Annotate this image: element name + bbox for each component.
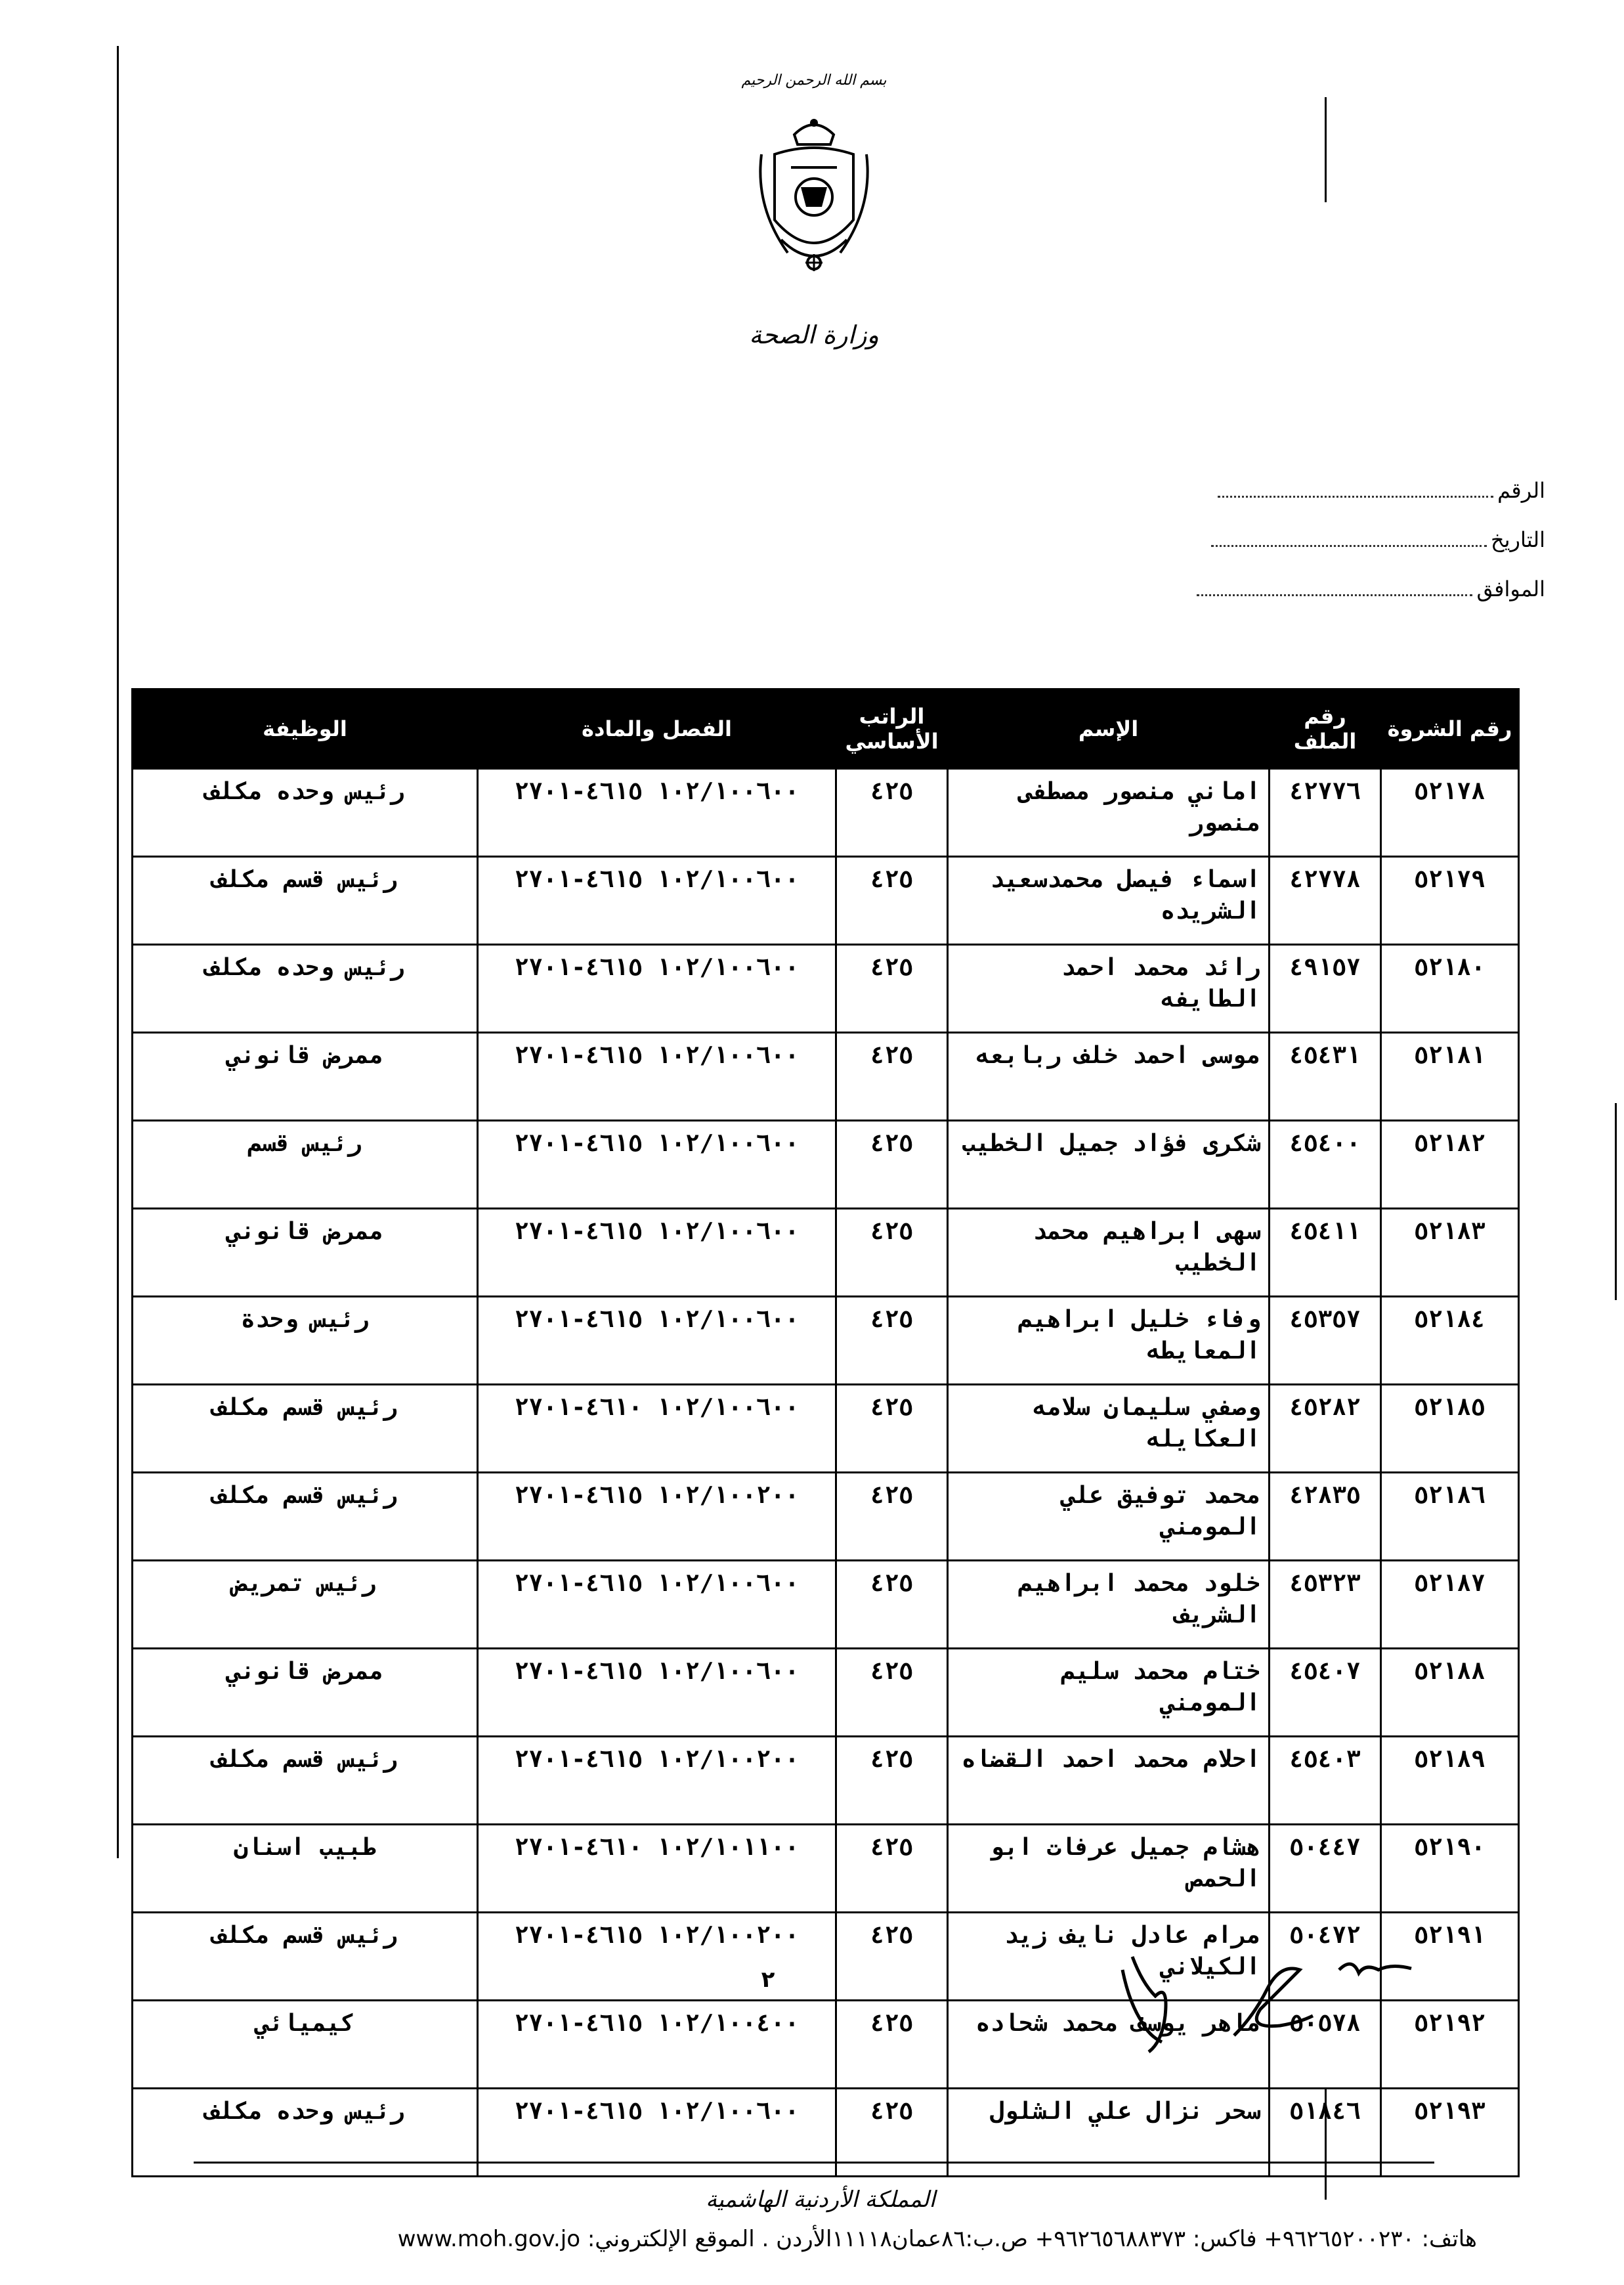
salary-cell: ٤٢٥: [836, 945, 948, 1033]
salary-cell: ٤٢٥: [836, 1561, 948, 1649]
table-header-row: [133, 689, 1519, 769]
salary-cell: ٤٢٥: [836, 2089, 948, 2177]
chapter-article-cell: ١٠٢/١٠٠٦٠٠ ٤٦١٥-٢٧٠١: [478, 2089, 836, 2177]
table-row: [133, 1737, 1519, 1825]
job-title-cell: رئيس وحده مكلف: [133, 769, 478, 857]
chapter-article-cell: ١٠٢/١٠٠٢٠٠ ٤٦١٥-٢٧٠١: [478, 1473, 836, 1561]
job-title-cell: رئيس قسم مكلف: [133, 1737, 478, 1825]
name-cell: وصفي سليمان سلامه العكايله: [948, 1385, 1270, 1473]
job-title-cell: ممرض قانوني: [133, 1033, 478, 1121]
name-cell: ماهر يوسف محمد شحاده: [948, 2001, 1270, 2089]
name-cell: خلود محمد ابراهيم الشريف: [948, 1561, 1270, 1649]
file-number-cell: ٤٥٣٢٣: [1270, 1561, 1381, 1649]
table-row: [133, 769, 1519, 857]
table-row: [133, 1121, 1519, 1209]
job-title-cell: رئيس قسم مكلف: [133, 857, 478, 945]
serial-cell: ٥٢١٩١: [1381, 1913, 1519, 2001]
file-number-cell: ٤٥٤٣١: [1270, 1033, 1381, 1121]
name-cell: موسى احمد خلف ربابعه: [948, 1033, 1270, 1121]
salary-cell: ٤٢٥: [836, 1825, 948, 1913]
jordan-coat-of-arms-icon: [748, 108, 880, 292]
kingdom-name: المملكة الأردنية الهاشمية: [706, 2187, 935, 2213]
name-cell: شكرى فؤاد جميل الخطيب: [948, 1121, 1270, 1209]
date-field: [1138, 527, 1545, 567]
handwritten-signatures: [1103, 1944, 1444, 2055]
job-title-cell: رئيس قسم مكلف: [133, 1473, 478, 1561]
job-title-cell: ممرض قانوني: [133, 1649, 478, 1737]
header-chapter-article: الفصل والمادة: [478, 689, 836, 769]
salary-cell: ٤٢٥: [836, 1033, 948, 1121]
corresponding-date-field: [1138, 577, 1545, 616]
serial-cell: ٥٢١٩٢: [1381, 2001, 1519, 2089]
salary-cell: ٤٢٥: [836, 1737, 948, 1825]
number-label: الرقم: [1497, 478, 1545, 503]
file-number-cell: ٤٢٧٧٨: [1270, 857, 1381, 945]
job-title-cell: رئيس وحدة: [133, 1297, 478, 1385]
header-file-number: رقم الملف: [1270, 689, 1381, 769]
date-label: التاريخ: [1490, 527, 1545, 552]
file-number-cell: ٥١٨٤٦: [1270, 2089, 1381, 2177]
salary-cell: ٤٢٥: [836, 2001, 948, 2089]
name-cell: احلام محمد احمد القضاه: [948, 1737, 1270, 1825]
file-number-cell: ٤٢٧٧٦: [1270, 769, 1381, 857]
chapter-article-cell: ١٠٢/١٠٠٦٠٠ ٤٦١٥-٢٧٠١: [478, 1033, 836, 1121]
table-row: [133, 1385, 1519, 1473]
file-number-cell: ٤٥٤٠٠: [1270, 1121, 1381, 1209]
corresponding-label: الموافق: [1476, 577, 1545, 601]
corresponding-dots: [1197, 580, 1472, 596]
left-margin-line: [117, 46, 119, 1858]
chapter-article-cell: ١٠٢/١٠٠٦٠٠ ٤٦١٥-٢٧٠١: [478, 1297, 836, 1385]
job-title-cell: رئيس قسم مكلف: [133, 1385, 478, 1473]
file-number-cell: ٥٠٤٧٢: [1270, 1913, 1381, 2001]
serial-cell: ٥٢١٨٨: [1381, 1649, 1519, 1737]
file-number-cell: ٤٥٣٥٧: [1270, 1297, 1381, 1385]
name-cell: رائد محمد احمد الطايفه: [948, 945, 1270, 1033]
chapter-article-cell: ١٠٢/١٠٠٦٠٠ ٤٦١٥-٢٧٠١: [478, 1561, 836, 1649]
serial-cell: ٥٢١٨٢: [1381, 1121, 1519, 1209]
serial-cell: ٥٢١٨٣: [1381, 1209, 1519, 1297]
header-serial: رقم الشروة: [1381, 689, 1519, 769]
header-basic-salary: الراتب الأساسي: [836, 689, 948, 769]
chapter-article-cell: ١٠٢/١٠٠٦٠٠ ٤٦١٥-٢٧٠١: [478, 857, 836, 945]
file-number-cell: ٤٥٤٠٣: [1270, 1737, 1381, 1825]
file-number-cell: ٥٠٤٤٧: [1270, 1825, 1381, 1913]
file-number-cell: ٤٥٤٠٧: [1270, 1649, 1381, 1737]
number-field: [1138, 478, 1545, 517]
name-cell: مرام عادل نايف زيد الكيلاني: [948, 1913, 1270, 2001]
salary-cell: ٤٢٥: [836, 1649, 948, 1737]
name-cell: هشام جميل عرفات ابو الحمص: [948, 1825, 1270, 1913]
name-cell: اسماء فيصل محمدسعيد الشريده: [948, 857, 1270, 945]
salary-cell: ٤٢٥: [836, 1209, 948, 1297]
chapter-article-cell: ١٠٢/١٠٠٦٠٠ ٤٦١٥-٢٧٠١: [478, 1649, 836, 1737]
file-number-cell: ٤٥٢٨٢: [1270, 1385, 1381, 1473]
salary-cell: ٤٢٥: [836, 857, 948, 945]
chapter-article-cell: ١٠٢/١٠١١٠٠ ٤٦١٠-٢٧٠١: [478, 1825, 836, 1913]
job-title-cell: رئيس قسم: [133, 1121, 478, 1209]
header-job-title: الوظيفة: [133, 689, 478, 769]
number-dots: [1218, 481, 1493, 498]
serial-cell: ٥٢١٨٠: [1381, 945, 1519, 1033]
chapter-article-cell: ١٠٢/١٠٠٦٠٠ ٤٦١٥-٢٧٠١: [478, 945, 836, 1033]
salary-cell: ٤٢٥: [836, 769, 948, 857]
job-title-cell: رئيس قسم مكلف: [133, 1913, 478, 2001]
table-row: [133, 1209, 1519, 1297]
date-dots: [1211, 531, 1487, 547]
salary-cell: ٤٢٥: [836, 1297, 948, 1385]
salary-cell: ٤٢٥: [836, 1913, 948, 2001]
job-title-cell: رئيس وحده مكلف: [133, 945, 478, 1033]
footer-divider: [194, 2162, 1434, 2164]
salary-cell: ٤٢٥: [836, 1121, 948, 1209]
job-title-cell: طبيب اسنان: [133, 1825, 478, 1913]
chapter-article-cell: ١٠٢/١٠٠٦٠٠ ٤٦١٥-٢٧٠١: [478, 1121, 836, 1209]
table-row: [133, 1825, 1519, 1913]
table-row: [133, 945, 1519, 1033]
job-title-cell: رئيس وحده مكلف: [133, 2089, 478, 2177]
chapter-article-cell: ١٠٢/١٠٠٦٠٠ ٤٦١٥-٢٧٠١: [478, 1209, 836, 1297]
name-cell: سحر نزال علي الشلول: [948, 2089, 1270, 2177]
table-row: [133, 1033, 1519, 1121]
chapter-article-cell: ١٠٢/١٠٠٢٠٠ ٤٦١٥-٢٧٠١: [478, 1913, 836, 2001]
file-number-cell: ٤٩١٥٧: [1270, 945, 1381, 1033]
serial-cell: ٥٢١٩٣: [1381, 2089, 1519, 2177]
name-cell: اماني منصور مصطفى منصور: [948, 769, 1270, 857]
chapter-article-cell: ١٠٢/١٠٠٦٠٠ ٤٦١٠-٢٧٠١: [478, 1385, 836, 1473]
table-row: [133, 857, 1519, 945]
job-title-cell: كيميائي: [133, 2001, 478, 2089]
chapter-article-cell: ١٠٢/١٠٠٦٠٠ ٤٦١٥-٢٧٠١: [478, 769, 836, 857]
salary-cell: ٤٢٥: [836, 1385, 948, 1473]
serial-cell: ٥٢١٨٦: [1381, 1473, 1519, 1561]
table-row: [133, 1649, 1519, 1737]
file-number-cell: ٤٢٨٣٥: [1270, 1473, 1381, 1561]
basmala-calligraphy: بسم الله الرحمن الرحيم: [741, 72, 887, 89]
right-edge-line: [1615, 1103, 1617, 1300]
chapter-article-cell: ١٠٢/١٠٠٤٠٠ ٤٦١٥-٢٧٠١: [478, 2001, 836, 2089]
serial-cell: ٥٢١٨١: [1381, 1033, 1519, 1121]
right-margin-line-top: [1325, 97, 1327, 202]
salary-cell: ٤٢٥: [836, 1473, 948, 1561]
name-cell: وفاء خليل ابراهيم المعايطه: [948, 1297, 1270, 1385]
ministry-name-calligraphy: وزارة الصحة: [749, 320, 879, 349]
serial-cell: ٥٢١٨٤: [1381, 1297, 1519, 1385]
serial-cell: ٥٢١٧٨: [1381, 769, 1519, 857]
contact-info: هاتف: ٩٦٢٦٥٢٠٠٢٣٠+ فاكس: ٩٦٢٦٥٦٨٨٣٧٣+ ص.ب:٨٦عمان١١١١٨الأردن . الموقع الإلكتروني: www.moh.gov.jo: [397, 2226, 1477, 2252]
table-row: [133, 1561, 1519, 1649]
serial-cell: ٥٢١٨٥: [1381, 1385, 1519, 1473]
name-cell: سهى ابراهيم محمد الخطيب: [948, 1209, 1270, 1297]
file-number-cell: ٥٠٥٧٨: [1270, 2001, 1381, 2089]
serial-cell: ٥٢١٨٧: [1381, 1561, 1519, 1649]
chapter-article-cell: ١٠٢/١٠٠٢٠٠ ٤٦١٥-٢٧٠١: [478, 1737, 836, 1825]
page-number: ٢: [761, 1967, 775, 1993]
job-title-cell: ممرض قانوني: [133, 1209, 478, 1297]
serial-cell: ٥٢١٧٩: [1381, 857, 1519, 945]
table-row: [133, 1473, 1519, 1561]
serial-cell: ٥٢١٨٩: [1381, 1737, 1519, 1825]
job-title-cell: رئيس تمريض: [133, 1561, 478, 1649]
file-number-cell: ٤٥٤١١: [1270, 1209, 1381, 1297]
name-cell: ختام محمد سليم المومني: [948, 1649, 1270, 1737]
name-cell: محمد توفيق علي المومني: [948, 1473, 1270, 1561]
serial-cell: ٥٢١٩٠: [1381, 1825, 1519, 1913]
header-name: الإسم: [948, 689, 1270, 769]
table-row: [133, 1297, 1519, 1385]
